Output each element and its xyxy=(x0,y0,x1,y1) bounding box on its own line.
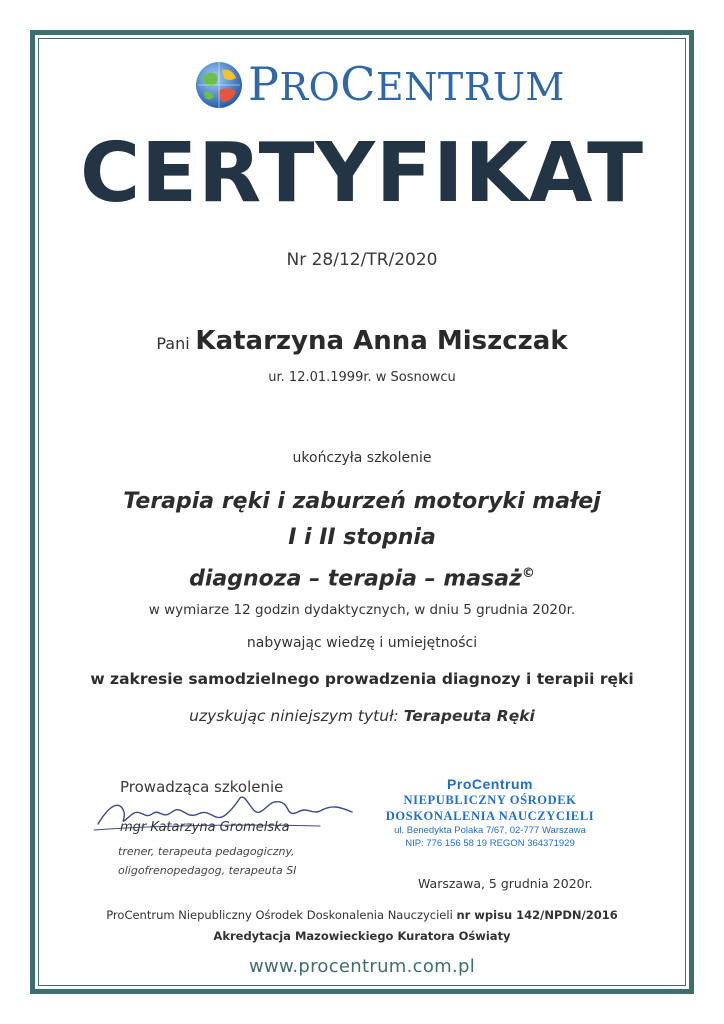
completed-text: ukończyła szkolenie xyxy=(292,450,432,466)
footer-registry: nr wpisu 142/NPDN/2016 xyxy=(456,908,618,922)
footer-organization xyxy=(38,908,686,922)
recipient-line xyxy=(38,326,686,356)
trainer-heading: Prowadząca szkolenie xyxy=(120,778,284,796)
stamp-line-1: ProCentrum xyxy=(447,776,533,792)
trainer-description xyxy=(118,842,296,880)
logo-wordmark: PROCENTRUM xyxy=(248,57,565,111)
awarded-title-line xyxy=(38,707,686,725)
scope-text: w zakresie samodzielnego prowadzenia diagnozy i terapii ręki xyxy=(90,670,634,688)
footer-org-name: ProCentrum Niepubliczny Ośrodek Doskonalenia Nauczycieli xyxy=(106,908,453,922)
stamp-line-4: ul. Benedykta Polaka 7/67, 02-777 Warszawa xyxy=(394,825,586,836)
awarded-title-prefix: uzyskując niniejszym tytuł: xyxy=(189,707,399,725)
recipient-prefix: Pani xyxy=(156,334,190,353)
awarded-title: Terapeuta Ręki xyxy=(403,707,535,725)
course-title xyxy=(38,484,686,597)
footer-accreditation: Akredytacja Mazowieckiego Kuratora Oświaty xyxy=(213,929,511,943)
acquiring-text: nabywając wiedzę i umiejętności xyxy=(246,635,478,651)
website-link[interactable]: www.procentrum.com.pl xyxy=(248,956,476,977)
recipient-birth: ur. 12.01.1999r. w Sosnowcu xyxy=(268,370,456,385)
copyright-mark: © xyxy=(521,566,535,581)
stamp-line-2: NIEPUBLICZNY OŚRODEK xyxy=(403,793,577,807)
certificate-title: CERTYFIKAT xyxy=(79,126,645,221)
stamp-line-3: DOSKONALENIA NAUCZYCIELI xyxy=(385,809,595,823)
puzzle-globe-icon xyxy=(194,60,244,110)
place-date: Warszawa, 5 grudnia 2020r. xyxy=(418,876,593,891)
course-duration: w wymiarze 12 godzin dydaktycznych, w dniu 5 grudnia 2020r. xyxy=(148,602,576,618)
course-line-2: I i II stopnia xyxy=(288,525,436,550)
organization-stamp xyxy=(380,776,600,850)
stamp-line-5: NIP: 776 156 58 19 REGON 364371929 xyxy=(405,838,575,849)
trainer-desc-line-2: oligofrenopedagog, terapeuta SI xyxy=(118,864,297,877)
course-line-1: Terapia ręki i zaburzeń motoryki małej xyxy=(123,489,601,514)
recipient-name: Katarzyna Anna Miszczak xyxy=(195,326,568,356)
trainer-desc-line-1: trener, terapeuta pedagogiczny, xyxy=(118,845,295,858)
certificate-number: Nr 28/12/TR/2020 xyxy=(286,250,438,270)
course-line-3: diagnoza – terapia – masaż© xyxy=(189,566,535,592)
trainer-name: mgr Katarzyna Gromelska xyxy=(120,820,290,835)
